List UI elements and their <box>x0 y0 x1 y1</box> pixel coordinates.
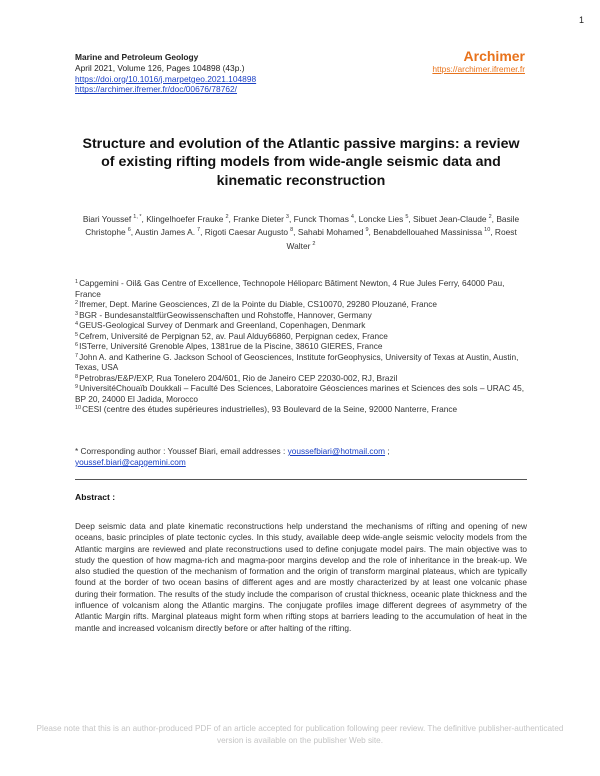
author-separator: , <box>293 227 298 238</box>
affiliation-number: 6 <box>75 342 79 348</box>
author: Franke Dieter <box>233 213 284 224</box>
author-separator: , <box>353 213 359 224</box>
affiliation <box>75 404 527 415</box>
author: Loncke Lies <box>358 213 404 224</box>
author-separator: , <box>408 213 414 224</box>
author-affiliation-marker: 3 <box>285 214 289 220</box>
archimer-doc-link[interactable]: https://archimer.ifremer.fr/doc/00676/78762/ <box>75 84 238 95</box>
author-affiliation-marker: 5 <box>405 214 409 220</box>
affiliation <box>75 278 527 299</box>
email-link-capgemini[interactable]: youssef.biari@capgemini.com <box>75 456 186 467</box>
affiliation <box>75 373 527 384</box>
author: Sahabi Mohamed <box>297 227 364 238</box>
section-divider <box>75 479 527 480</box>
affiliation <box>75 341 527 352</box>
author-list <box>75 212 527 252</box>
affiliation-number: 8 <box>75 373 79 380</box>
author: Sibuet Jean-Claude <box>413 213 487 224</box>
affiliation-list <box>75 278 527 415</box>
archimer-brand: Archimer <box>463 48 525 64</box>
author-affiliation-marker: 2 <box>225 214 229 220</box>
author-affiliation-marker: 7 <box>197 227 201 234</box>
author-affiliation-marker: 8 <box>290 227 294 234</box>
author-affiliation-marker: 2 <box>312 240 316 247</box>
affiliation-text: ISTerre, Université Grenoble Alpes, 1381rue de la Piscine, 38610 GIERES, France <box>79 341 383 351</box>
affiliation-number: 1 <box>75 279 79 285</box>
affiliation-number: 5 <box>75 331 79 338</box>
affiliation <box>75 310 527 321</box>
author: Benabdellouahed Massinissa <box>373 227 483 238</box>
author: Roest Walter <box>286 227 517 251</box>
author-separator: , <box>491 213 497 224</box>
affiliation <box>75 299 527 310</box>
author: Klingelhoefer Frauke <box>146 213 224 224</box>
affiliation-number: 10 <box>75 405 82 411</box>
author-affiliation-marker: 2 <box>488 214 492 220</box>
affiliation-number: 9 <box>75 384 79 390</box>
author: Austin James A. <box>134 227 196 238</box>
corresponding-prefix: * Corresponding author : Youssef Biari, email addresses : <box>75 446 288 456</box>
author: Biari Youssef <box>82 213 132 224</box>
author-separator: , <box>490 227 495 238</box>
archimer-url-link[interactable]: https://archimer.ifremer.fr <box>432 64 525 74</box>
page-number: 1 <box>578 15 584 25</box>
affiliation-number: 3 <box>75 310 79 317</box>
corresponding-author <box>75 446 527 468</box>
author-affiliation-marker: 6 <box>127 227 131 234</box>
publisher-disclaimer: Please note that this is an author-produced PDF of an article accepted for publication following peer review. The definitive publisher-authenticated version is available on the publisher Web site. <box>36 724 564 745</box>
affiliation-text: Cefrem, Université de Perpignan 52, av. Paul Alduy66860, Perpignan cedex, France <box>79 330 388 341</box>
journal-issue: April 2021, Volume 126, Pages 104898 (43p.) <box>75 62 245 73</box>
archimer-logo-block <box>432 48 525 74</box>
affiliation-number: 2 <box>75 300 79 306</box>
author: Funck Thomas <box>293 213 349 224</box>
affiliation-number: 4 <box>75 321 79 327</box>
abstract-heading: Abstract : <box>75 492 116 502</box>
affiliation-text: BGR - BundesanstaltfürGeowissenschaften und Rohstoffe, Hannover, Germany <box>79 309 372 320</box>
affiliation-text: GEUS-Geological Survey of Denmark and Greenland, Copenhagen, Denmark <box>79 320 366 330</box>
author-separator: , <box>200 227 205 238</box>
author: Basile Christophe <box>85 213 520 238</box>
email-link-hotmail[interactable]: youssefbiari@hotmail.com <box>287 446 386 456</box>
affiliation-text: John A. and Katherine G. Jackson School of Geosciences, Institute forGeophysics, University of Texas at Austin, Austin, Texas, USA <box>75 351 519 372</box>
paper-title: Structure and evolution of the Atlantic passive margins: a review of existing rifting models from wide-angle seismic data and kinematic reconstruction <box>82 136 520 189</box>
author-separator: , <box>130 227 135 238</box>
affiliation <box>75 331 527 342</box>
affiliation-text: CESI (centre des études supérieures industrielles), 93 Boulevard de la Seine, 92000 Nanterre, France <box>82 404 458 414</box>
author-separator: , <box>228 213 234 224</box>
affiliation <box>75 352 527 373</box>
author-affiliation-marker: 9 <box>365 227 369 234</box>
journal-name: Marine and Petroleum Geology <box>75 52 199 62</box>
journal-info <box>75 52 375 95</box>
author: Rigoti Caesar Augusto <box>204 227 289 238</box>
affiliation <box>75 320 527 331</box>
affiliation-text: Ifremer, Dept. Marine Geosciences, ZI de la Pointe du Diable, CS10070, 29280 Plouzané, France <box>79 299 437 309</box>
email-separator: ; <box>385 446 390 456</box>
author-affiliation-marker: 1, * <box>133 214 142 220</box>
abstract-body: Deep seismic data and plate kinematic reconstructions help understand the mechanisms of rifting and opening of new oceans, basic principles of plate tectonic cycles. In this study, available deep wide-angle seismic velocity models from the Atlantic margins are reviewed and plate reconstructions used to define conjugate model pairs. The main objective was to study the question of how magma-rich and magma-poor margins develop and the role of inheritance in the break-up. We also studied the question of the mechanism of formation and the origin of transform marginal plateaus, which are typically found at the border of two ocean basins of different ages and are mostly characterized by at least one volcanic phase during their formation. The results of the study include the comparison of crustal thickness, oceanic plate thickness and the influence of volcanism along the Atlantic margins. The conjugate profiles image different degrees of asymmetry of the Atlantic Margin rifts. Marginal plateaus might form when rifting stops at barriers leading to the accumulation of heat in the mantle and increased volcanism directly before or after halting of the rifting. <box>75 521 527 633</box>
affiliation-number: 7 <box>75 352 79 359</box>
author-affiliation-marker: 10 <box>484 227 491 234</box>
author-separator: , <box>368 227 374 238</box>
doi-link[interactable]: https://doi.org/10.1016/j.marpetgeo.2021.104898 <box>75 73 257 84</box>
affiliation-text: Petrobras/E&P/EXP, Rua Tonelero 204/601, Rio de Janeiro CEP 22030-002, RJ, Brazil <box>79 372 398 383</box>
author-separator: , <box>288 213 294 224</box>
author-separator: , <box>141 213 147 224</box>
author-affiliation-marker: 4 <box>350 214 354 220</box>
affiliation-text: Capgemini - Oil& Gas Centre of Excellence, Technopole Hélioparc Bâtiment Newton, 4 Rue Jules Ferry, 64000 Pau, France <box>75 278 505 299</box>
affiliation <box>75 383 527 404</box>
affiliation-text: UniversitéChouaïb Doukkali – Faculté Des Sciences, Laboratoire Géosciences marines et Sciences des sols – URAC 45, BP 20, 24000 El Jadida, Morocco <box>75 383 525 404</box>
